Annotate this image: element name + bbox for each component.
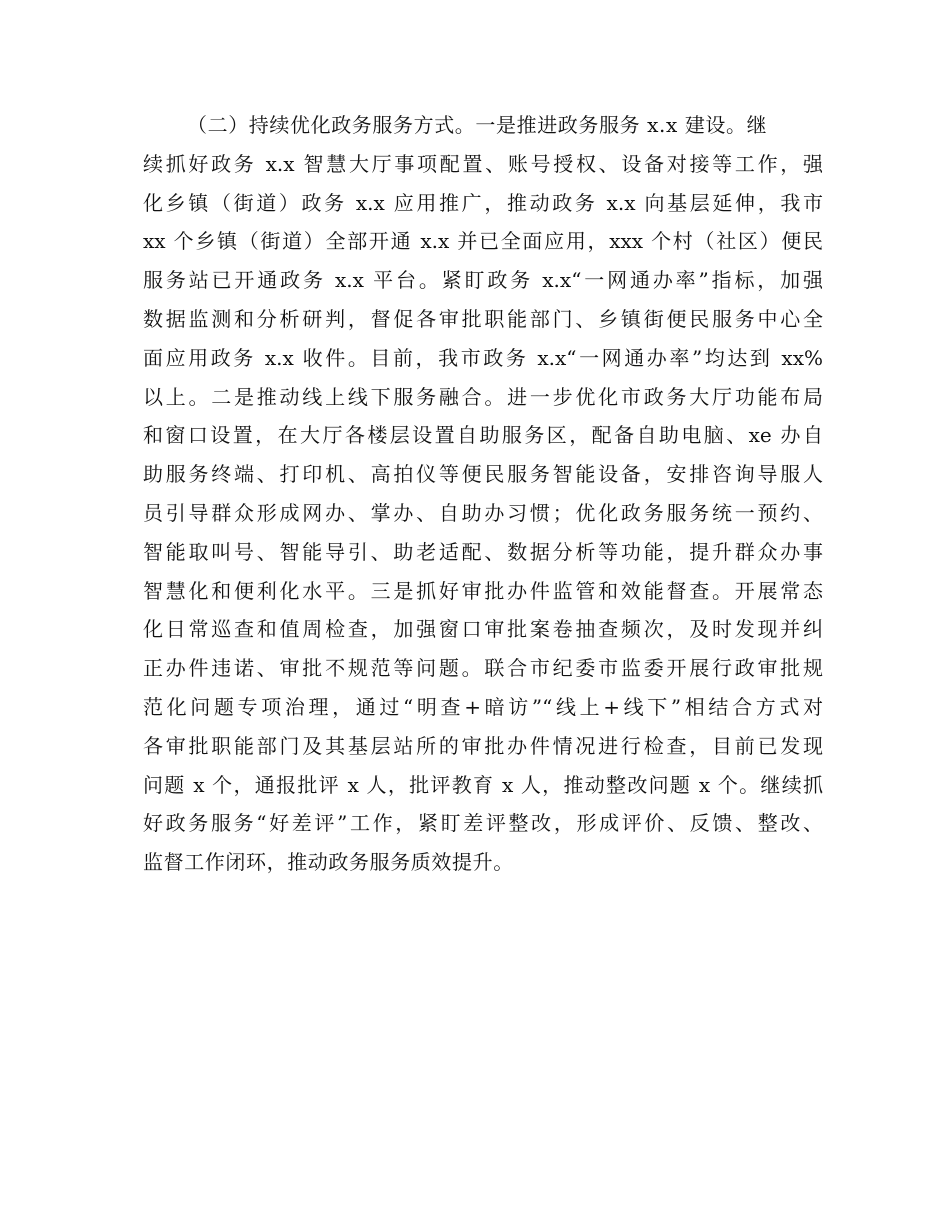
paragraph-line-9: 和窗口设置，在大厅各楼层设置自助服务区，配备自助电脑、xe 办自: [143, 423, 823, 448]
paragraph-line-8: 以上。二是推动线上线下服务融合。进一步优化市政务大厅功能布局: [143, 384, 823, 409]
paragraph-line-2: 续抓好政务 x.x 智慧大厅事项配置、账号授权、设备对接等工作，强: [143, 151, 823, 176]
paragraph-line-10: 助服务终端、打印机、高拍仪等便民服务智能设备，安排咨询导服人: [143, 462, 823, 487]
paragraph-line-15: 正办件违诺、审批不规范等问题。联合市纪委市监委开展行政审批规: [143, 656, 823, 681]
paragraph-line-6: 数据监测和分析研判，督促各审批职能部门、乡镇街便民服务中心全: [143, 306, 823, 331]
paragraph-line-19: 好政务服务“好差评”工作，紧盯差评整改，形成评价、反馈、整改、: [143, 811, 823, 836]
paragraph-line-5: 服务站已开通政务 x.x 平台。紧盯政务 x.x“一网通办率”指标，加强: [143, 268, 823, 293]
paragraph-line-13: 智慧化和便利化水平。三是抓好审批办件监管和效能督查。开展常态: [143, 578, 823, 603]
paragraph-line-1: （二）持续优化政务服务方式。一是推进政务服务 x.x 建设。继: [187, 113, 768, 137]
paragraph-line-4: xx 个乡镇（街道）全部开通 x.x 并已全面应用，xxx 个村（社区）便民: [143, 229, 823, 254]
body-paragraph: [143, 106, 823, 882]
paragraph-line-7: 面应用政务 x.x 收件。目前，我市政务 x.x“一网通办率”均达到 xx%: [143, 345, 823, 370]
paragraph-line-14: 化日常巡查和值周检查，加强窗口审批案卷抽查频次，及时发现并纠: [143, 617, 823, 642]
paragraph-line-17: 各审批职能部门及其基层站所的审批办件情况进行检查，目前已发现: [143, 733, 823, 758]
paragraph-line-20: 监督工作闭环，推动政务服务质效提升。: [143, 850, 514, 875]
paragraph-line-3: 化乡镇（街道）政务 x.x 应用推广，推动政务 x.x 向基层延伸，我市: [143, 190, 823, 215]
paragraph-line-12: 智能取叫号、智能导引、助老适配、数据分析等功能，提升群众办事: [143, 539, 823, 564]
paragraph-line-11: 员引导群众形成网办、掌办、自助办习惯；优化政务服务统一预约、: [143, 500, 823, 525]
paragraph-line-16: 范化问题专项治理，通过“明查+暗访”“线上+线下”相结合方式对: [143, 694, 823, 719]
paragraph-line-18: 问题 x 个，通报批评 x 人，批评教育 x 人，推动整改问题 x 个。继续抓: [143, 772, 823, 797]
